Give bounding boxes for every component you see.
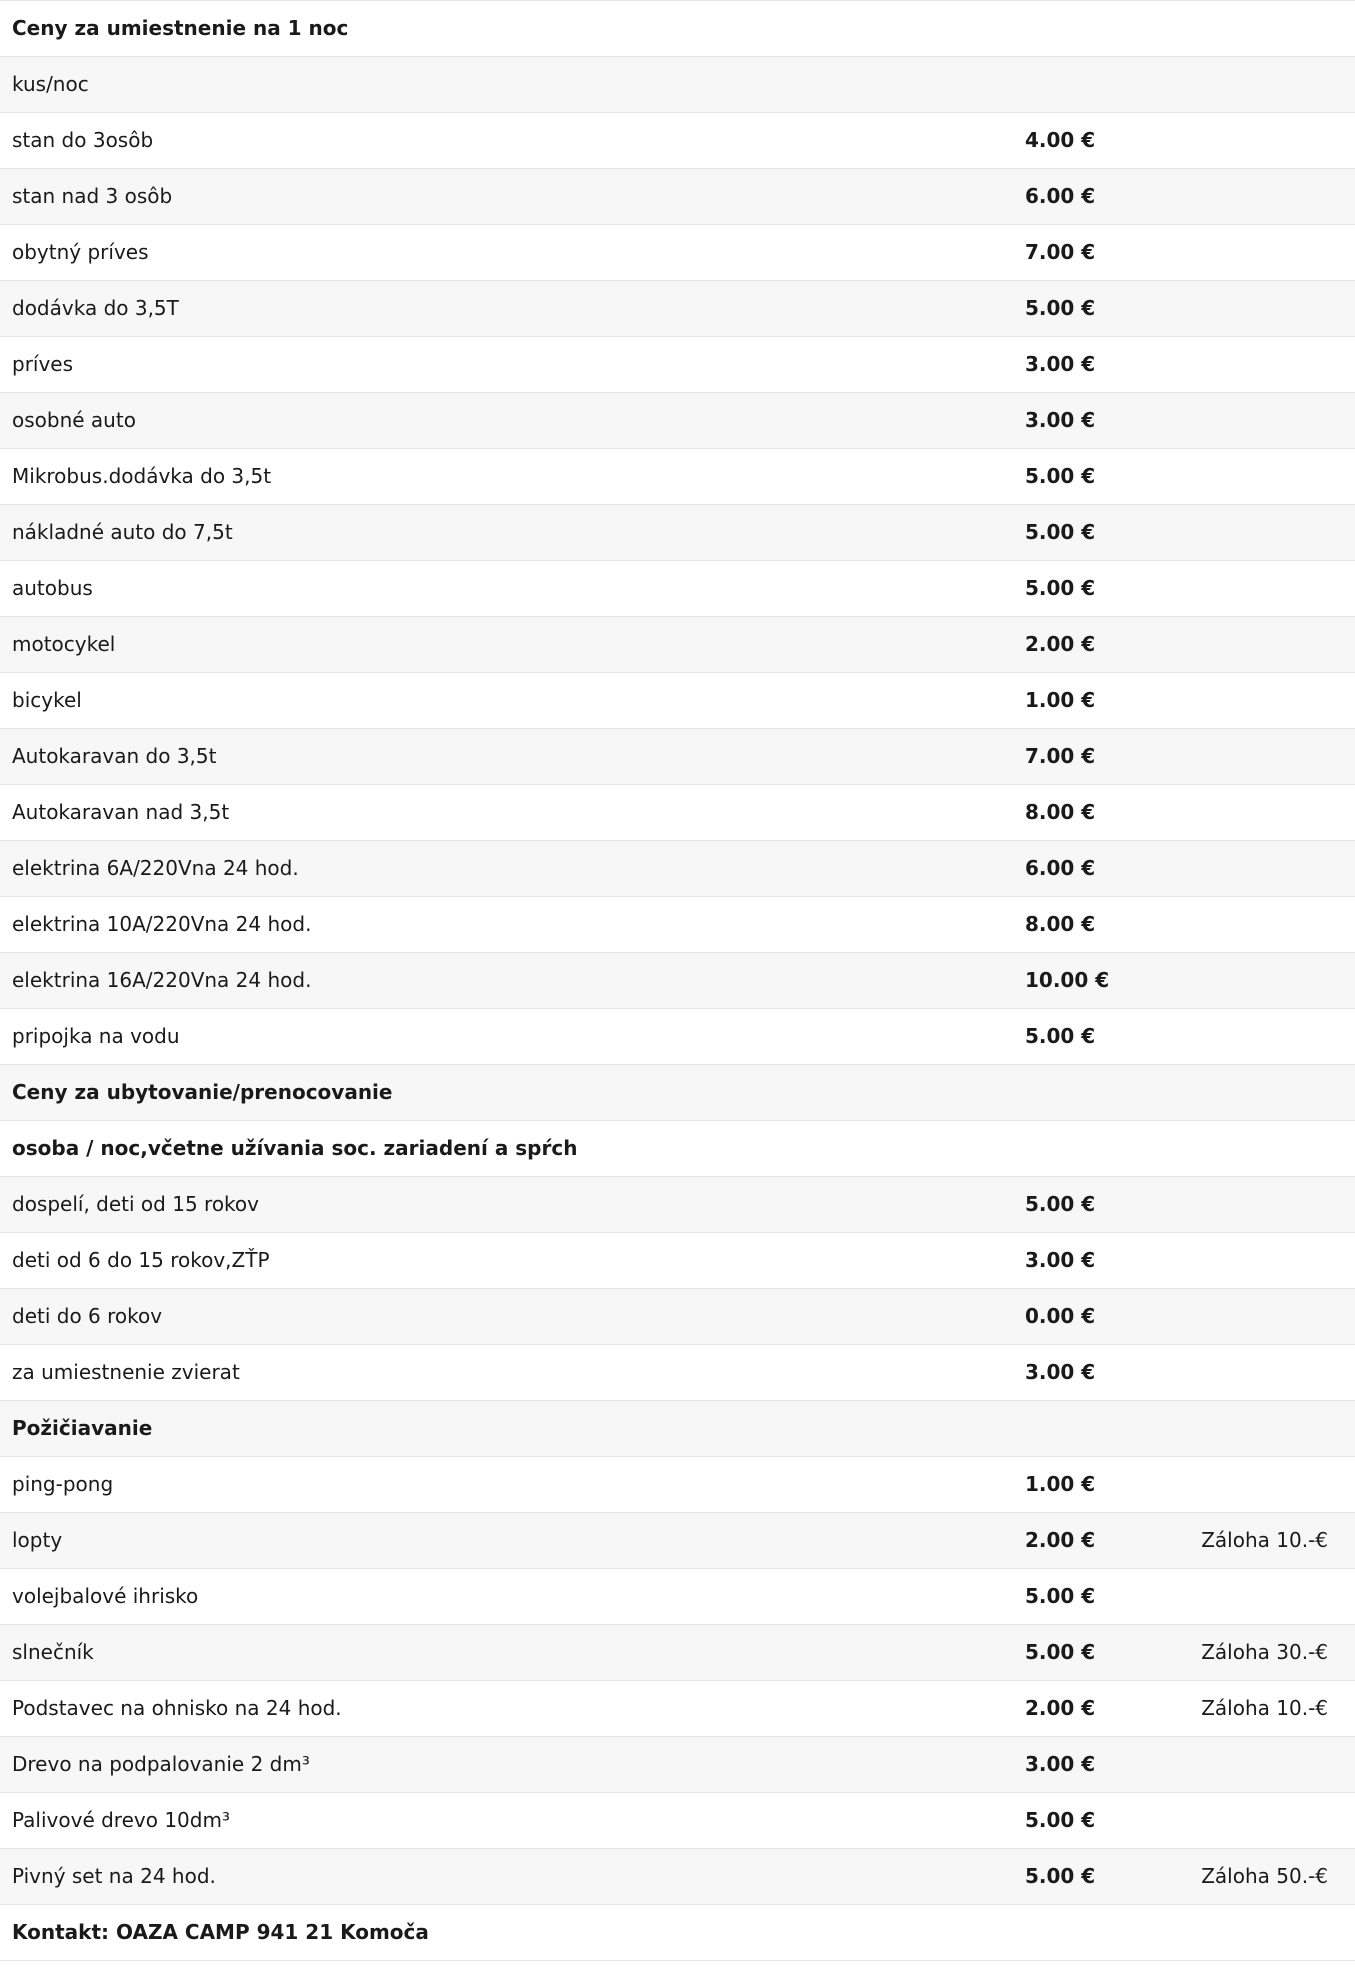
- item-note: [1201, 449, 1355, 505]
- item-name: elektrina 16A/220Vna 24 hod.: [0, 953, 1013, 1009]
- table-row: [0, 1009, 1355, 1065]
- item-name: dodávka do 3,5T: [0, 281, 1013, 337]
- item-name: motocykel: [0, 617, 1013, 673]
- kontakt-row: [0, 1905, 1355, 1961]
- item-name: stan do 3osôb: [0, 113, 1013, 169]
- item-note: [1201, 1345, 1355, 1401]
- table-row: [0, 1569, 1355, 1625]
- item-name: nákladné auto do 7,5t: [0, 505, 1013, 561]
- item-name: Autokaravan nad 3,5t: [0, 785, 1013, 841]
- section-heading-pozicianie: [0, 1401, 1355, 1457]
- item-note: [1201, 785, 1355, 841]
- item-name: deti od 6 do 15 rokov,ZŤP: [0, 1233, 1013, 1289]
- table-row: [0, 337, 1355, 393]
- table-row: [0, 1457, 1355, 1513]
- kontakt: [0, 1905, 1355, 1961]
- section-subtitle: osoba / noc,včetne užívania soc. zariadení a spŕch: [0, 1121, 1355, 1177]
- table-row: [0, 729, 1355, 785]
- item-price: 8.00 €: [1013, 897, 1201, 953]
- item-price: 3.00 €: [1013, 1737, 1201, 1793]
- table-row: [0, 505, 1355, 561]
- table-row: [0, 673, 1355, 729]
- item-name: slnečník: [0, 1625, 1013, 1681]
- item-price: 5.00 €: [1013, 1009, 1201, 1065]
- table-row: [0, 1681, 1355, 1737]
- table-row: [0, 1625, 1355, 1681]
- table-row: [0, 1737, 1355, 1793]
- table-row: [0, 953, 1355, 1009]
- section-title: Ceny za ubytovanie/prenocovanie: [0, 1065, 1355, 1121]
- item-price: 3.00 €: [1013, 1345, 1201, 1401]
- item-name: dospelí, deti od 15 rokov: [0, 1177, 1013, 1233]
- item-note: [1201, 281, 1355, 337]
- item-name: deti do 6 rokov: [0, 1289, 1013, 1345]
- table-row: [0, 841, 1355, 897]
- item-note: Záloha 50.-€: [1201, 1849, 1355, 1905]
- item-note: [1201, 841, 1355, 897]
- section-heading-ubytovanie: [0, 1065, 1355, 1121]
- item-price: 3.00 €: [1013, 393, 1201, 449]
- item-note: [1201, 729, 1355, 785]
- item-name: elektrina 10A/220Vna 24 hod.: [0, 897, 1013, 953]
- table-row: [0, 617, 1355, 673]
- section-subtitle-row: [0, 1121, 1355, 1177]
- table-row: [0, 1233, 1355, 1289]
- table-row: [0, 393, 1355, 449]
- item-name: pripojka na vodu: [0, 1009, 1013, 1065]
- item-name: Podstavec na ohnisko na 24 hod.: [0, 1681, 1013, 1737]
- table-row: [0, 1289, 1355, 1345]
- item-note: [1201, 1737, 1355, 1793]
- item-price: 5.00 €: [1013, 1793, 1201, 1849]
- item-price: 5.00 €: [1013, 1177, 1201, 1233]
- kontakt-value: OAZA CAMP 941 21 Komoča: [109, 1920, 429, 1944]
- item-price: 5.00 €: [1013, 1849, 1201, 1905]
- item-price: 7.00 €: [1013, 729, 1201, 785]
- item-price: 5.00 €: [1013, 1569, 1201, 1625]
- table-row: [0, 225, 1355, 281]
- item-price: 3.00 €: [1013, 337, 1201, 393]
- item-name: volejbalové ihrisko: [0, 1569, 1013, 1625]
- item-name: lopty: [0, 1513, 1013, 1569]
- section-title: Požičiavanie: [0, 1401, 1355, 1457]
- item-note: [1201, 897, 1355, 953]
- item-note: [1201, 1457, 1355, 1513]
- item-price: 2.00 €: [1013, 1681, 1201, 1737]
- item-note: Záloha 30.-€: [1201, 1625, 1355, 1681]
- item-note: [1201, 1233, 1355, 1289]
- section-subtitle: kus/noc: [0, 57, 1355, 113]
- table-row: [0, 1793, 1355, 1849]
- item-price: 2.00 €: [1013, 1513, 1201, 1569]
- item-name: príves: [0, 337, 1013, 393]
- table-row: [0, 785, 1355, 841]
- table-row: [0, 281, 1355, 337]
- item-name: za umiestnenie zvierat: [0, 1345, 1013, 1401]
- item-note: [1201, 505, 1355, 561]
- item-price: 5.00 €: [1013, 281, 1201, 337]
- item-name: osobné auto: [0, 393, 1013, 449]
- table-row: [0, 1849, 1355, 1905]
- item-note: [1201, 1177, 1355, 1233]
- item-note: [1201, 1009, 1355, 1065]
- section-title: Ceny za umiestnenie na 1 noc: [0, 1, 1355, 57]
- table-row: [0, 561, 1355, 617]
- item-note: [1201, 673, 1355, 729]
- item-price: 1.00 €: [1013, 673, 1201, 729]
- item-name: elektrina 6A/220Vna 24 hod.: [0, 841, 1013, 897]
- item-price: 6.00 €: [1013, 169, 1201, 225]
- table-row: [0, 1513, 1355, 1569]
- item-note: [1201, 225, 1355, 281]
- table-row: [0, 113, 1355, 169]
- item-note: [1201, 393, 1355, 449]
- item-note: [1201, 113, 1355, 169]
- item-name: bicykel: [0, 673, 1013, 729]
- item-name: ping-pong: [0, 1457, 1013, 1513]
- item-price: 7.00 €: [1013, 225, 1201, 281]
- item-name: Pivný set na 24 hod.: [0, 1849, 1013, 1905]
- item-price: 4.00 €: [1013, 113, 1201, 169]
- section-subtitle-row: [0, 57, 1355, 113]
- item-price: 10.00 €: [1013, 953, 1201, 1009]
- item-name: Mikrobus.dodávka do 3,5t: [0, 449, 1013, 505]
- item-note: [1201, 1793, 1355, 1849]
- item-price: 5.00 €: [1013, 1625, 1201, 1681]
- item-price: 8.00 €: [1013, 785, 1201, 841]
- item-note: [1201, 1569, 1355, 1625]
- item-name: Palivové drevo 10dm³: [0, 1793, 1013, 1849]
- item-note: Záloha 10.-€: [1201, 1681, 1355, 1737]
- item-price: 6.00 €: [1013, 841, 1201, 897]
- item-note: [1201, 953, 1355, 1009]
- table-row: [0, 169, 1355, 225]
- table-row: [0, 1177, 1355, 1233]
- item-price: 5.00 €: [1013, 561, 1201, 617]
- table-row: [0, 1345, 1355, 1401]
- item-note: Záloha 10.-€: [1201, 1513, 1355, 1569]
- item-price: 5.00 €: [1013, 449, 1201, 505]
- item-note: [1201, 169, 1355, 225]
- price-table-body: [0, 1, 1355, 1961]
- item-name: stan nad 3 osôb: [0, 169, 1013, 225]
- item-name: Autokaravan do 3,5t: [0, 729, 1013, 785]
- item-price: 0.00 €: [1013, 1289, 1201, 1345]
- item-price: 5.00 €: [1013, 505, 1201, 561]
- item-price: 3.00 €: [1013, 1233, 1201, 1289]
- item-price: 1.00 €: [1013, 1457, 1201, 1513]
- item-name: autobus: [0, 561, 1013, 617]
- table-row: [0, 449, 1355, 505]
- item-note: [1201, 617, 1355, 673]
- item-note: [1201, 561, 1355, 617]
- item-note: [1201, 1289, 1355, 1345]
- section-heading-umiestnenie: [0, 1, 1355, 57]
- kontakt-label: Kontakt:: [12, 1920, 110, 1944]
- item-price: 2.00 €: [1013, 617, 1201, 673]
- item-note: [1201, 337, 1355, 393]
- item-name: Drevo na podpalovanie 2 dm³: [0, 1737, 1013, 1793]
- table-row: [0, 897, 1355, 953]
- item-name: obytný príves: [0, 225, 1013, 281]
